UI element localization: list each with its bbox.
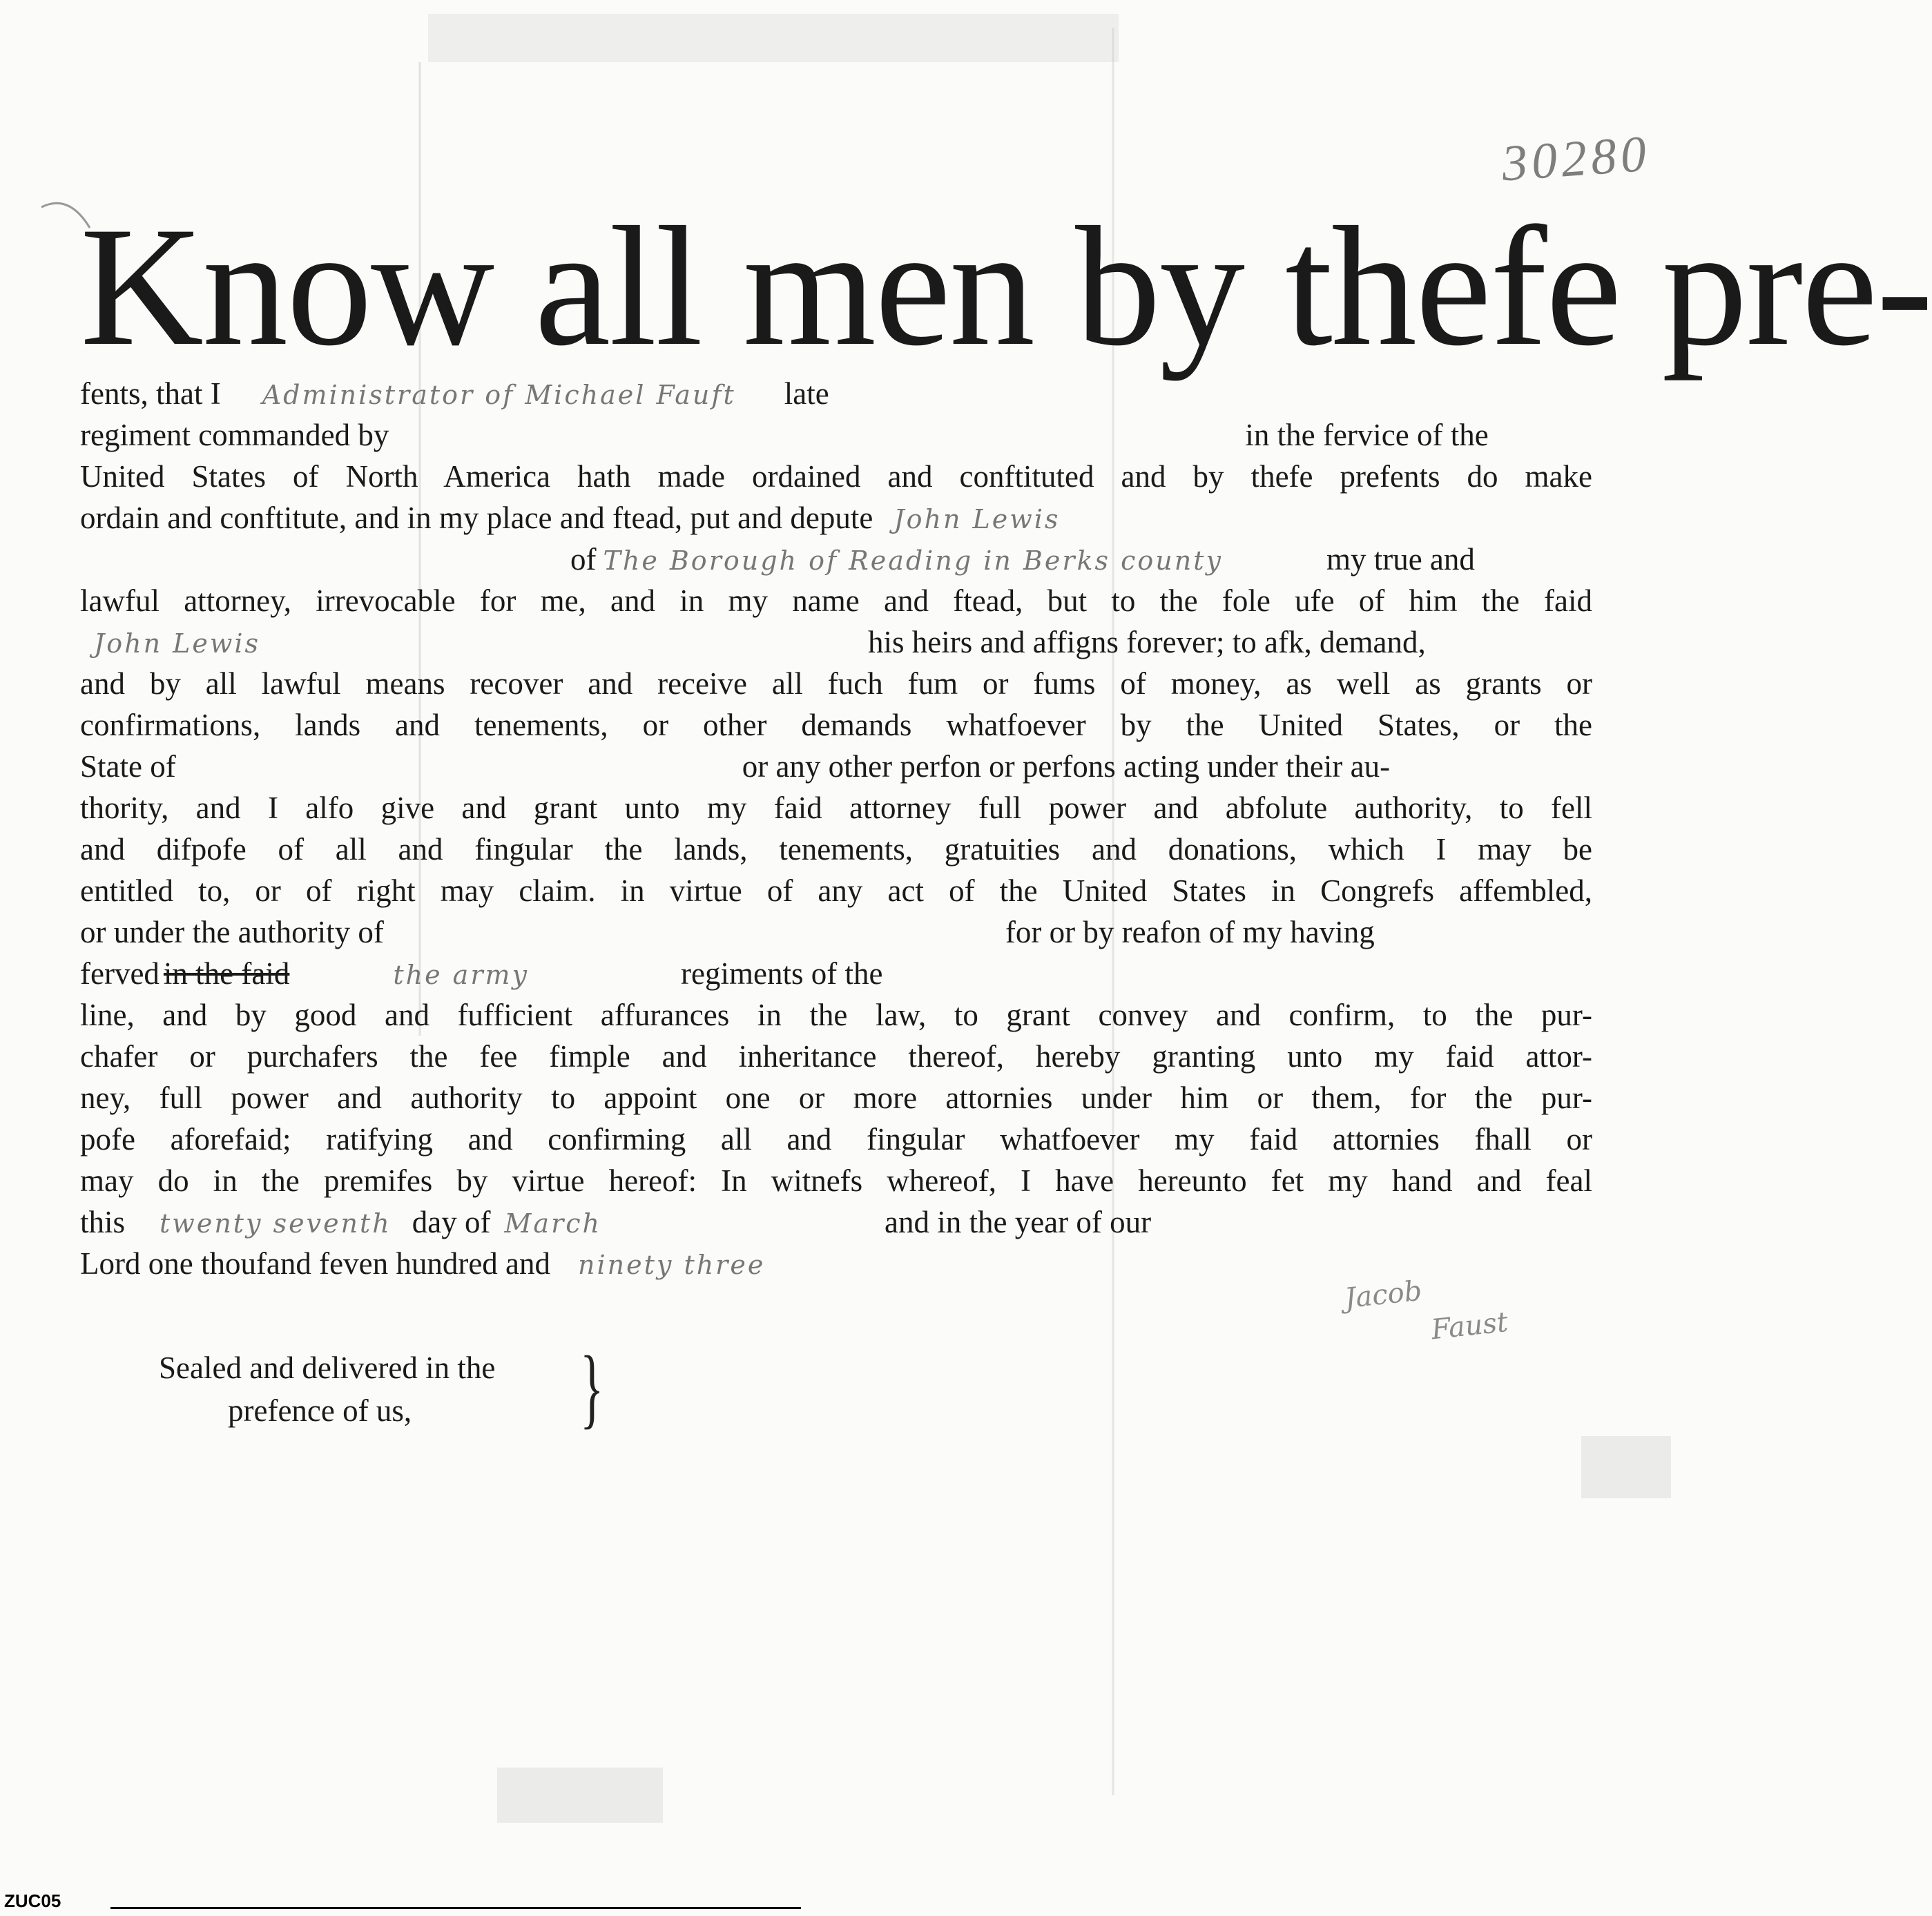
body-text-segment: may do in the premifes by virtue hereof: In witnefs whereof, I have hereunto fet my hand and feal	[80, 1163, 1592, 1198]
text-line	[80, 373, 1592, 414]
handwritten-entry: John Lewis	[893, 504, 1061, 534]
text-line	[80, 1160, 1592, 1201]
handwritten-entry: Administrator of Michael Fauft	[262, 380, 736, 410]
handwritten-entry: ninety three	[578, 1250, 766, 1280]
brace-mark: }	[580, 1338, 604, 1438]
body-text-segment: day of	[412, 1205, 491, 1239]
body-text-segment: ney, full power and authority to appoint one or more attornies under him or them, for the pur-	[80, 1081, 1592, 1115]
signature-line: Faust	[1429, 1306, 1510, 1346]
text-line	[80, 621, 1592, 663]
document-body	[80, 373, 1592, 1284]
document-heading: Know all men by thefe pre-	[80, 191, 1932, 381]
text-line	[80, 911, 1592, 953]
body-text-segment: or under the authority of	[80, 915, 384, 949]
text-line	[80, 704, 1592, 746]
body-text-segment: line, and by good and fufficient affurances in the law, to grant convey and confirm, to the pur-	[80, 998, 1592, 1032]
body-text-segment: this	[80, 1205, 126, 1239]
body-text-segment: chafer or purchafers the fee fimple and inheritance thereof, hereby granting unto my faid attor-	[80, 1039, 1592, 1074]
body-text-segment: late	[784, 376, 829, 411]
text-line	[80, 580, 1592, 621]
text-line	[80, 746, 1592, 787]
text-line	[80, 414, 1592, 456]
body-text-segment: Lord one thoufand feven hundred and	[80, 1246, 551, 1281]
body-text-segment: and difpofe of all and fingular the lands, tenements, gratuities and donations, which I may be	[80, 832, 1592, 867]
body-text-segment: ferved	[80, 956, 160, 991]
body-text-segment: confirmations, lands and tenements, or other demands whatfoever by the United States, or the	[80, 708, 1592, 742]
body-text-segment: thority, and I alfo give and grant unto my faid attorney full power and abfolute authority, to fell	[80, 791, 1592, 825]
body-text-segment: entitled to, or of right may claim. in virtue of any act of the United States in Congrefs affembled,	[80, 873, 1592, 908]
handwritten-entry: March	[504, 1208, 601, 1239]
body-text-segment: of	[570, 542, 597, 577]
sealed-line: Sealed and delivered in the	[159, 1351, 496, 1385]
handwritten-entry: the army	[393, 960, 530, 990]
body-text-segment: regiment commanded by	[80, 418, 389, 452]
body-text-segment: my true and	[1326, 542, 1475, 577]
body-text-segment: regiments of the	[681, 956, 883, 991]
body-text-segment: pofe aforefaid; ratifying and confirming all and fingular whatfoever my faid attornies fhall or	[80, 1122, 1592, 1157]
body-text-segment: and by all lawful means recover and receive all fuch fum or fums of money, as well as grants or	[80, 666, 1592, 701]
sealed-delivered-clause	[159, 1346, 495, 1432]
text-line	[80, 994, 1592, 1036]
body-text-segment: State of	[80, 749, 176, 784]
text-line	[80, 539, 1592, 580]
text-line	[80, 1036, 1592, 1077]
text-line	[80, 1201, 1592, 1243]
body-text-segment: lawful attorney, irrevocable for me, and in my name and ftead, but to the fole ufe of him the faid	[80, 583, 1592, 618]
body-text-segment: his heirs and affigns forever; to afk, demand,	[868, 625, 1426, 659]
handwritten-entry: John Lewis	[94, 628, 261, 659]
catalog-number: 30280	[1500, 125, 1652, 193]
signature	[1343, 1262, 1510, 1359]
body-text-segment: for or by reafon of my having	[1005, 915, 1375, 949]
text-line	[80, 953, 1592, 994]
text-line	[80, 787, 1592, 829]
text-line	[80, 870, 1592, 911]
footer-rule	[110, 1907, 801, 1909]
handwritten-entry: The Borough of Reading in Berks county	[603, 545, 1223, 576]
handwritten-entry: twenty seventh	[160, 1208, 392, 1239]
text-line	[80, 497, 1592, 539]
text-line	[80, 663, 1592, 704]
text-line	[80, 1119, 1592, 1160]
body-text-segment: fents, that I	[80, 376, 221, 411]
body-text-segment: or any other perfon or perfons acting under their au-	[742, 749, 1391, 784]
text-line	[80, 829, 1592, 870]
sealed-line: prefence of us,	[228, 1393, 412, 1428]
footer-code: ZUC05	[4, 1890, 61, 1911]
body-text-segment: in the fervice of the	[1245, 418, 1489, 452]
body-text-segment: United States of North America hath made ordained and conftituted and by thefe prefents do make	[80, 459, 1592, 494]
text-line	[80, 456, 1592, 497]
body-text-segment: and in the year of our	[885, 1205, 1152, 1239]
struck-text: in the faid	[163, 956, 290, 991]
signature-line: Jacob	[1343, 1275, 1424, 1315]
text-line	[80, 1077, 1592, 1119]
body-text-segment: ordain and conftitute, and in my place and ftead, put and depute	[80, 501, 873, 535]
